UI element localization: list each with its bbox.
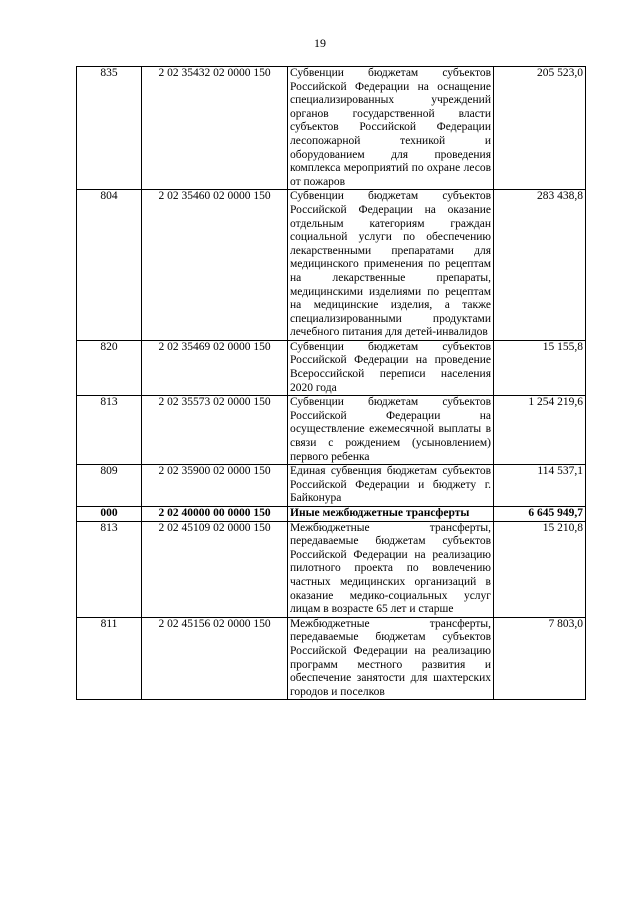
- table-body: [77, 67, 586, 700]
- table-row: [77, 617, 586, 700]
- revenue-name-cell: Единая субвенция бюджетам субъектов Российской Федерации и бюджету г. Байконура: [288, 465, 494, 507]
- budget-revenue-table: [76, 66, 586, 700]
- revenue-name-cell: Субвенции бюджетам субъектов Российской Федерации на проведение Всероссийской переписи населения 2020 года: [288, 340, 494, 395]
- revenue-name-cell: Субвенции бюджетам субъектов Российской Федерации на оказание отдельным категориям граждан социальной услуги по обеспечению лекарственными препаратами для медицинского применения по рецептам на лекарственные препараты, медицинскими изделиями по рецептам на медицинские изделия, а также специализированными продуктами лечебного питания для детей-инвалидов: [288, 190, 494, 341]
- amount-cell: 1 254 219,6: [494, 396, 586, 465]
- revenue-name-cell: Иные межбюджетные трансферты: [288, 507, 494, 522]
- budget-classification-code-cell: 2 02 45156 02 0000 150: [142, 617, 288, 700]
- table-row: [77, 396, 586, 465]
- admin-code-cell: 813: [77, 521, 142, 617]
- table-row: [77, 67, 586, 190]
- admin-code-cell: 811: [77, 617, 142, 700]
- amount-cell: 205 523,0: [494, 67, 586, 190]
- revenue-name-cell: Субвенции бюджетам субъектов Российской Федерации на оснащение специализированных учреждений органов государственной власти субъектов Российской Федерации лесопожарной техникой и оборудованием для проведения комплекса мероприятий по охране лесов от пожаров: [288, 67, 494, 190]
- admin-code-cell: 813: [77, 396, 142, 465]
- admin-code-cell: 000: [77, 507, 142, 522]
- budget-classification-code-cell: 2 02 35573 02 0000 150: [142, 396, 288, 465]
- table-row: [77, 465, 586, 507]
- budget-classification-code-cell: 2 02 35469 02 0000 150: [142, 340, 288, 395]
- budget-classification-code-cell: 2 02 40000 00 0000 150: [142, 507, 288, 522]
- budget-classification-code-cell: 2 02 35900 02 0000 150: [142, 465, 288, 507]
- table-row: [77, 507, 586, 522]
- revenue-name-cell: Субвенции бюджетам субъектов Российской Федерации на осуществление ежемесячной выплаты в связи с рождением (усыновлением) первого ребенка: [288, 396, 494, 465]
- admin-code-cell: 804: [77, 190, 142, 341]
- admin-code-cell: 809: [77, 465, 142, 507]
- amount-cell: 6 645 949,7: [494, 507, 586, 522]
- amount-cell: 7 803,0: [494, 617, 586, 700]
- admin-code-cell: 820: [77, 340, 142, 395]
- revenue-name-cell: Межбюджетные трансферты, передаваемые бюджетам субъектов Российской Федерации на реализацию программ местного развития и обеспечение занятости для шахтерских городов и поселков: [288, 617, 494, 700]
- revenue-name-cell: Межбюджетные трансферты, передаваемые бюджетам субъектов Российской Федерации на реализацию пилотного проекта по вовлечению частных медицинских организаций в оказание медико-социальных услуг лицам в возрасте 65 лет и старше: [288, 521, 494, 617]
- table-row: [77, 190, 586, 341]
- budget-classification-code-cell: 2 02 45109 02 0000 150: [142, 521, 288, 617]
- budget-classification-code-cell: 2 02 35432 02 0000 150: [142, 67, 288, 190]
- table-row: [77, 521, 586, 617]
- page-number: 19: [314, 36, 326, 50]
- amount-cell: 15 210,8: [494, 521, 586, 617]
- amount-cell: 114 537,1: [494, 465, 586, 507]
- amount-cell: 283 438,8: [494, 190, 586, 341]
- table-row: [77, 340, 586, 395]
- admin-code-cell: 835: [77, 67, 142, 190]
- budget-classification-code-cell: 2 02 35460 02 0000 150: [142, 190, 288, 341]
- amount-cell: 15 155,8: [494, 340, 586, 395]
